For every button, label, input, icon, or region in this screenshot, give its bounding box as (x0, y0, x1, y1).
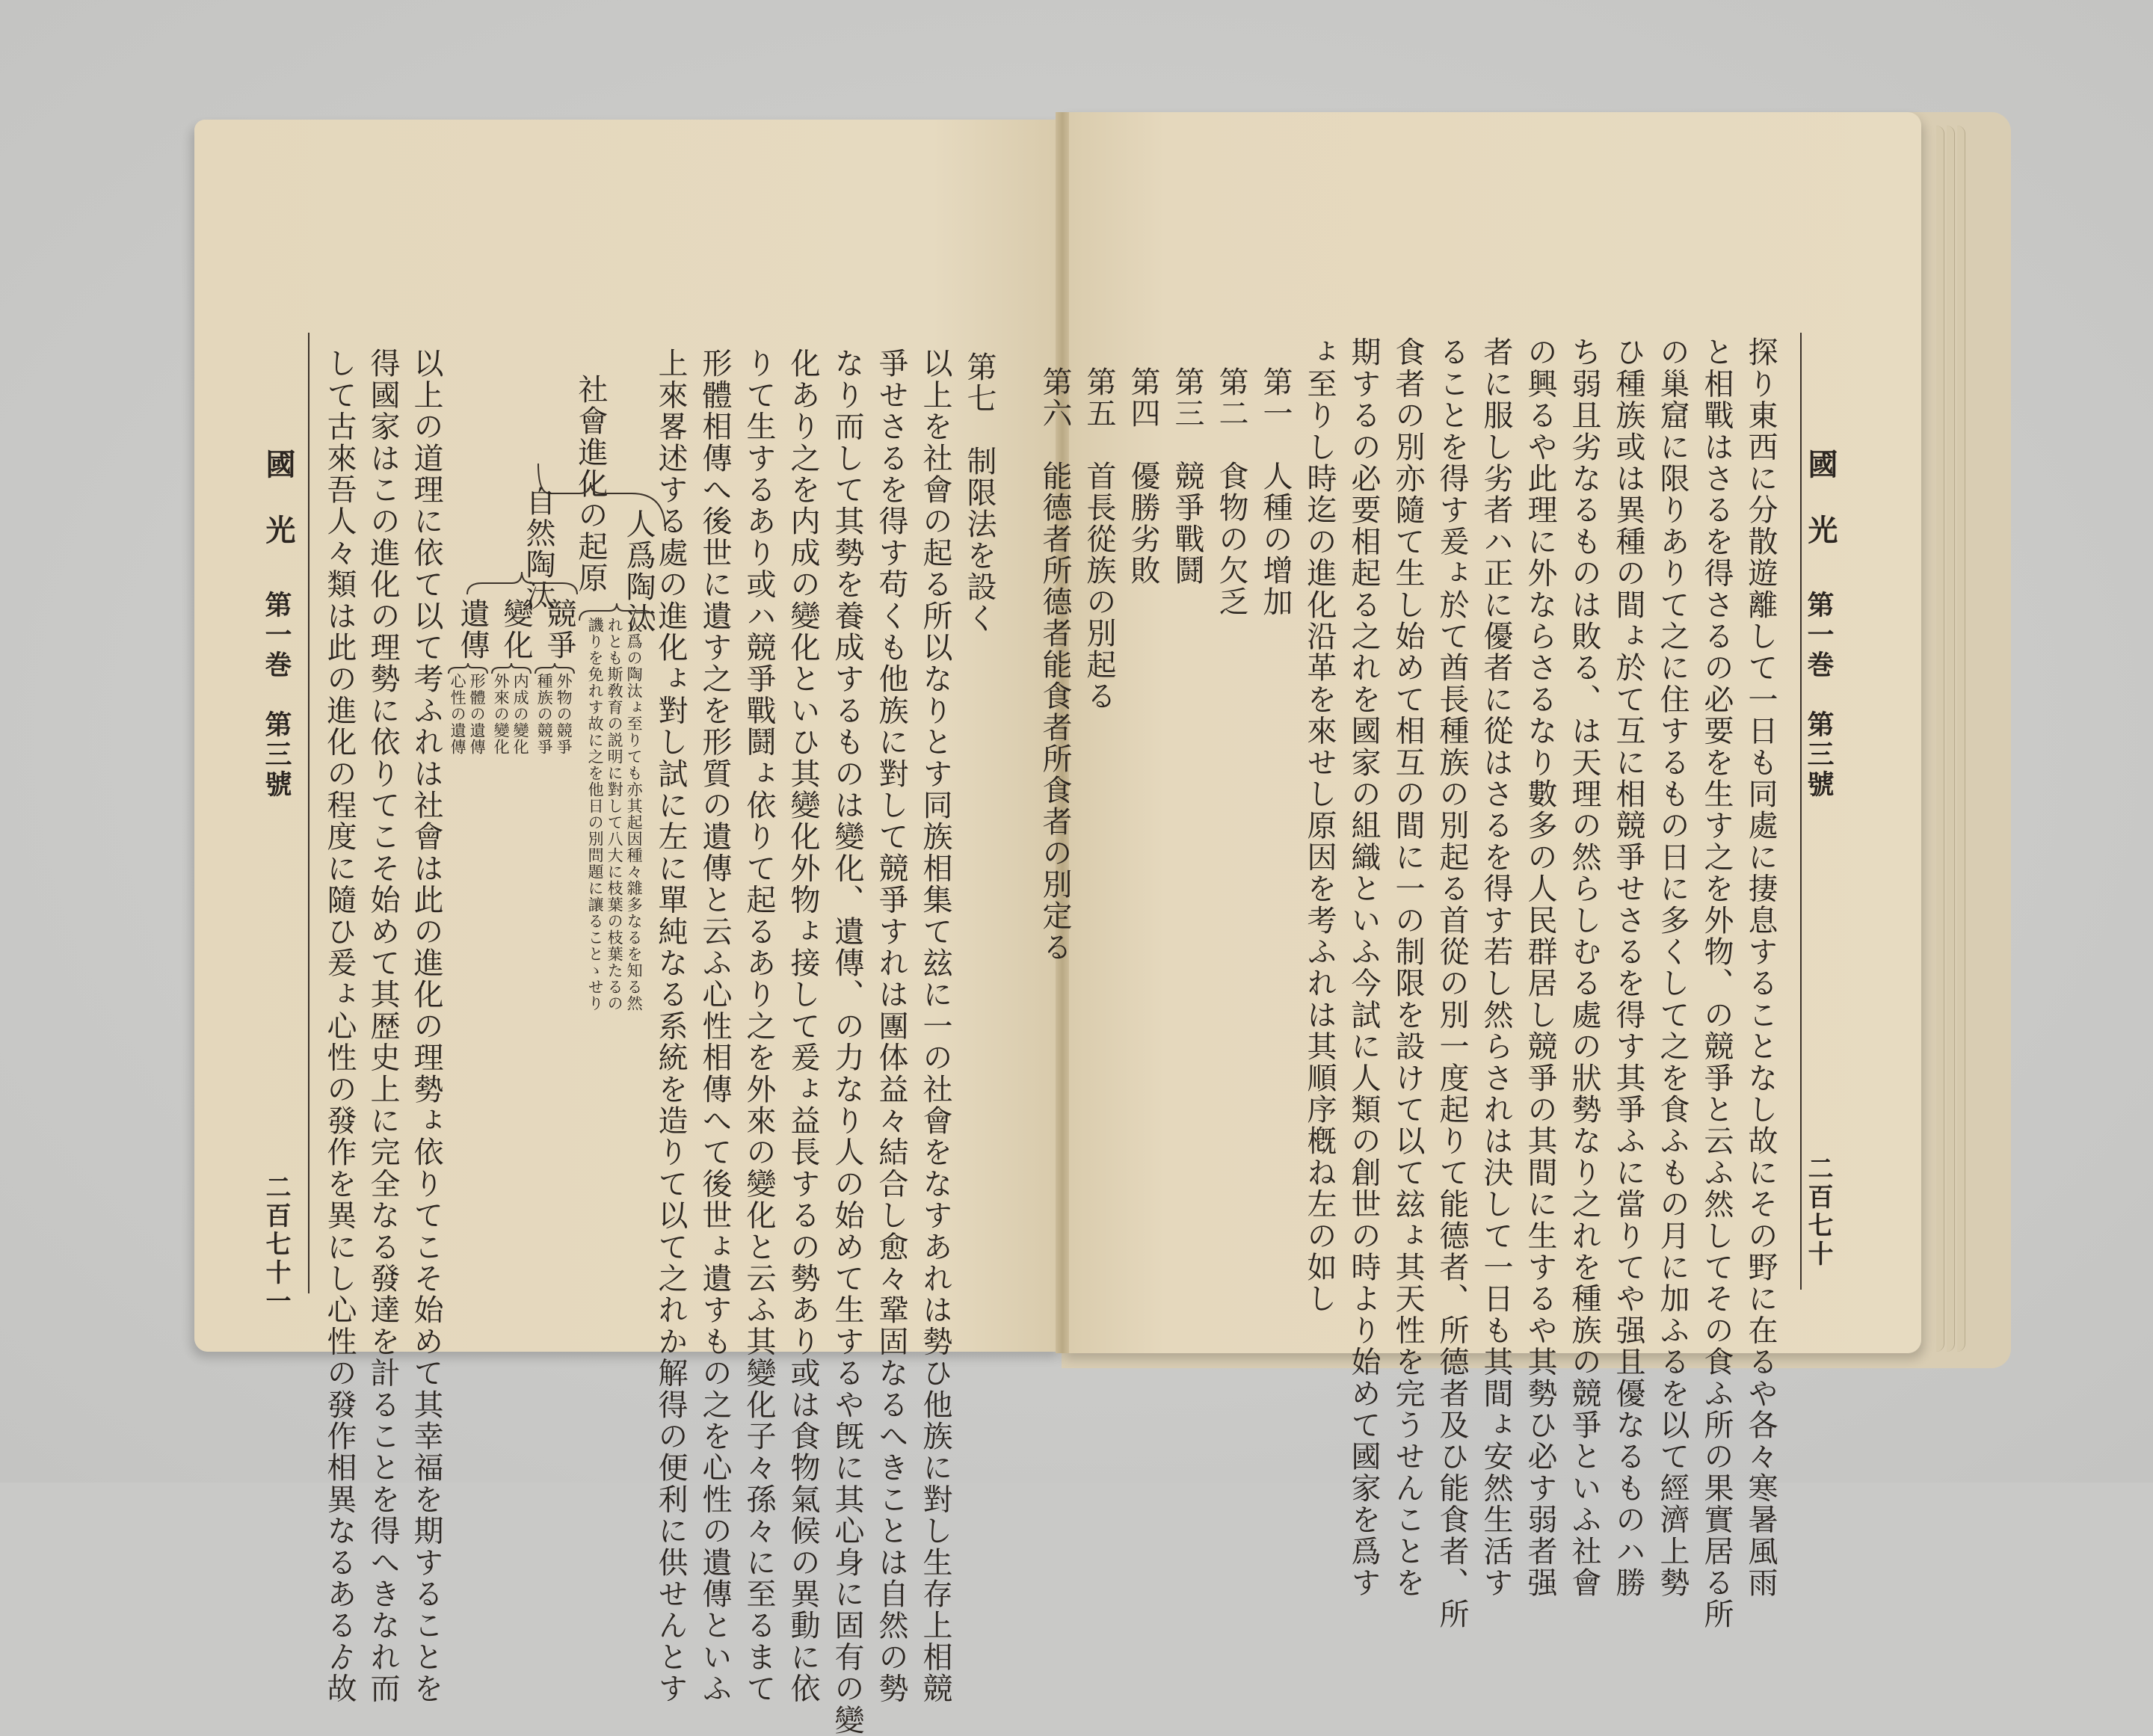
section-column-3: なり而して其勢を養成するものは變化、遺傳、の力なり人の始めて生するや旣に其心身に固有の變 (830, 348, 864, 1736)
diagram-change-item: 内成の變化 (511, 673, 530, 755)
section-heading: 第七 制限法を設く (962, 351, 997, 634)
right-column-8: ることを得す爰ょ於て酋長種族の別起る首從の別一度起りて能德者、所德者及ひ能食者、所 (1435, 336, 1469, 1631)
left-page-number: 二百七十一 (261, 1174, 291, 1316)
diagram-brace-note (576, 602, 658, 624)
diagram-compete-item: 外物の競爭 (555, 673, 573, 755)
diagram-brace-natural (463, 568, 583, 598)
diagram-branch-a: 人爲陶汰 (621, 508, 656, 634)
right-column-2: と相戰はさるを得さるの必要を生す之を外物、の競爭と云ふ然してその食ふ所の果實居る所 (1699, 336, 1734, 1631)
diagram-brace-compete (532, 662, 577, 677)
diagram-note-1: 人爲の陶汰ょ至りても亦其起因種々雜多なるを知る然 (625, 617, 644, 1012)
left-column-1: 以上の道理に依て以て考ふれは社會は此の進化の理勢ょ依りてこそ始めて其幸福を期することを (409, 348, 443, 1705)
right-column-3: の巢窟に限りありて之に住するもの日に多くして之を食ふもの月に加ふるを以て經濟上勢 (1655, 336, 1690, 1598)
diagram-heredity-item: 心性の遺傳 (449, 673, 467, 755)
section-column-1: 以上を社會の起る所以なりとす同族相集て玆に一の社會をなすあれは勢ひ他族に對し生存上相競 (918, 348, 952, 1705)
left-page-title: 國 光 (261, 449, 296, 547)
diagram-change-item: 外來の變化 (492, 673, 511, 755)
right-column-10: 期するの必要相起る之れを國家の組織といふ今試に人類の創世の時より始めて國家を爲す (1346, 336, 1381, 1598)
right-page-volume: 第一巻 第三號 (1803, 591, 1835, 800)
page-edge (1936, 126, 1944, 1352)
section-column-2: 爭せさるを得す苟くも他族に對して競爭すれは團体益々結合し愈々鞏固なるへきことは自然の勢 (874, 348, 908, 1705)
diagram-brace-change (489, 662, 534, 677)
page-edge (1947, 126, 1955, 1352)
left-column-3: して古來吾人々類は此の進化の程度に隨ひ爰ょ心性の發作を異にし心性の發作相異なるあるゟ故 (322, 348, 357, 1705)
list-item: 第四 優勝劣敗 (1126, 366, 1160, 586)
left-page-volume: 第一巻 第三號 (261, 591, 292, 800)
diagram-note-3: 譏りを免れす故に之を他日の別問題に讓ることゝせり (586, 617, 605, 1012)
diagram-heredity: 遺傳 (455, 598, 490, 661)
section-column-6: 形體相傳へ後世に遺す之を形質の遺傳と云ふ心性相傳へて後世ょ遺すもの之を心性の遺傳といふ (697, 348, 732, 1705)
section-column-7: 上來畧述する處の進化ょ對し試に左に單純なる系統を造りて以て之れか解得の便利に供せんとす (653, 348, 688, 1705)
diagram-heredity-item: 形體の遺傳 (468, 673, 487, 755)
list-item: 第二 食物の欠乏 (1214, 366, 1248, 618)
right-column-5: ち弱且劣なるものは敗る、は天理の然らしむる處の狀勢なり之れを種族の競爭といふ社會 (1567, 336, 1601, 1598)
right-header-rule (1800, 333, 1802, 1290)
diagram-branch-b: 自然陶汰 (521, 486, 555, 612)
left-column-2: 得國家はこの進化の理勢に依りてこそ始めて其歴史上に完全なる發達を計ることを得へきなれ而 (366, 348, 400, 1705)
section-column-5: りて生するあり或ハ競爭戰鬪ょ依りて起るあり之を外來の變化と云ふ其變化子々孫々に至るまて (742, 348, 776, 1705)
diagram-compete-item: 種族の競爭 (535, 673, 554, 755)
right-page-number: 二百七十 (1803, 1155, 1833, 1269)
list-item: 第六 能德者所德者能食者所食者の別定る (1038, 366, 1072, 963)
section-column-4: 化あり之を内成の變化といひ其變化外物ょ接して爰ょ益長するの勢あり或は食物氣候の異動に依 (786, 348, 820, 1705)
page-edge (1957, 126, 1965, 1352)
list-item: 第三 競爭戰鬪 (1170, 366, 1204, 586)
left-header-rule (308, 333, 309, 1293)
list-item: 第五 首長從族の別起る (1082, 366, 1116, 712)
right-column-9: 食者の別亦隨て生し始めて相互の間に一の制限を設けて以て玆ょ其天性を完うせんことを (1390, 336, 1425, 1598)
right-column-11: ょ至りし時迄の進化沿革を來せし原因を考ふれは其順序槪ね左の如し (1302, 336, 1337, 1315)
right-column-6: の興るや此理に外ならさるなり數多の人民群居し競爭の其間に生するや其勢ひ必す弱者强 (1523, 336, 1557, 1598)
diagram-note-2: れとも斯敎育の説明に對して八大に枝葉の枝葉たるの (606, 617, 624, 1012)
right-column-1: 探り東西に分散遊離して一日も同處に捿息することなし故にその野に在るや各々寒暑風雨 (1743, 336, 1778, 1598)
diagram-change: 變化 (499, 598, 533, 661)
right-column-7: 者に服し劣者ハ正に優者に從はさるを得す若し然らされは決して一日も其間ょ安然生活す (1479, 336, 1513, 1598)
diagram-compete: 競爭 (542, 598, 576, 661)
right-page-title: 國 光 (1803, 449, 1838, 547)
right-column-4: ひ種族或は異種の間ょ於て互に相競爭せさるを得す其爭ふに當りてや强且優なるものハ勝 (1611, 336, 1645, 1598)
diagram-root: 社會進化の起原 (573, 374, 608, 594)
list-item: 第一 人種の增加 (1258, 366, 1293, 618)
diagram-brace-heredity (446, 662, 490, 677)
